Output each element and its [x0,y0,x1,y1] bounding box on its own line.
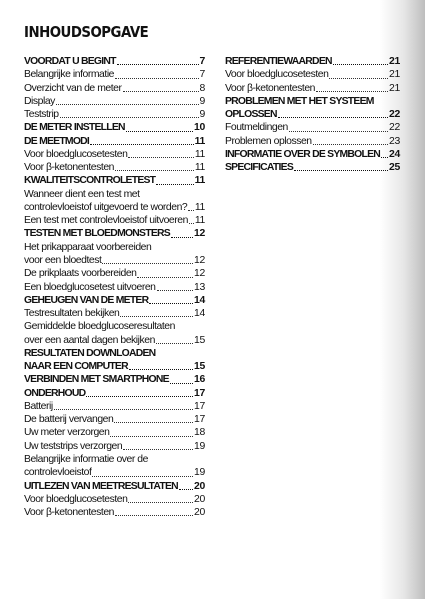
toc-entry[interactable] [225,148,400,161]
toc-column-left [24,55,205,519]
toc-entry-row [225,108,400,121]
toc-page-number: 17 [194,387,205,399]
toc-entry[interactable] [24,426,205,439]
toc-entry[interactable] [24,135,205,148]
toc-entry-row [24,281,205,294]
toc-entry-row [24,121,205,134]
dot-leader [54,409,193,410]
toc-entry-title: Foutmeldingen [225,122,288,134]
toc-page-number: 12 [194,228,205,240]
toc-entry[interactable] [225,82,400,95]
toc-entry[interactable] [225,135,400,148]
toc-column-right [225,55,400,174]
dot-leader [294,170,388,171]
dot-leader [278,117,388,118]
toc-entry[interactable] [24,188,205,215]
toc-page-number: 20 [194,493,205,505]
toc-page-number: 21 [389,82,400,94]
dot-leader [137,277,193,278]
toc-entry-title: Voor bloedglucosetesten [24,148,128,160]
dot-leader [56,104,199,105]
toc-entry-title: NAAR EEN COMPUTER [24,361,128,373]
dot-leader [333,64,388,65]
toc-entry-title: De prikplaats voorbereiden [24,268,137,280]
toc-entry-row [24,307,205,320]
toc-entry-row [225,148,400,161]
toc-entry-row [24,108,205,121]
toc-page-number: 24 [389,148,400,160]
toc-entry-row [24,426,205,439]
toc-entry-title: De batterij vervangen [24,414,114,426]
dot-leader [90,144,194,145]
dot-leader [114,422,193,423]
dot-leader [123,91,199,92]
toc-entry-row [24,214,205,227]
toc-entry-row [24,201,205,214]
toc-page-number: 11 [194,162,205,174]
dot-leader [92,476,193,477]
toc-entry-title: Testresultaten bekijken [24,308,120,320]
toc-entry-title: DE MEETMODI [24,135,90,147]
toc-entry-title: Voor β-ketonentesten [225,82,315,94]
toc-entry-title: controlevloeistof uitgevoerd te worden? [24,201,188,213]
toc-entry-title: Een test met controlevloeistof uitvoeren [24,215,188,227]
toc-entry[interactable] [24,453,205,480]
dot-leader [60,117,199,118]
dot-leader [123,449,193,450]
toc-entry-title: TESTEN MET BLOEDMONSTERS [24,228,170,240]
toc-entry-title: Voor bloedglucosetesten [225,69,329,81]
toc-entry-title: Voor bloedglucosetesten [24,493,128,505]
toc-entry[interactable] [24,281,205,294]
toc-entry-row [24,82,205,95]
dot-leader [120,316,193,317]
toc-page-number: 20 [194,507,205,519]
toc-page-number: 16 [194,374,205,386]
dot-leader [129,369,193,370]
toc-entry-row [225,68,400,81]
toc-entry-title: OPLOSSEN [225,109,277,121]
toc-entry-row [24,413,205,426]
toc-entry-title: ONDERHOUD [24,387,86,399]
toc-entry[interactable] [24,294,205,307]
dot-leader [179,489,193,490]
toc-entry-title: Overzicht van de meter [24,82,122,94]
toc-entry[interactable] [225,161,400,174]
toc-entry-row [24,174,205,187]
toc-entry-row [24,334,205,347]
toc-entry-row [24,95,205,108]
toc-page-number: 8 [199,82,205,94]
toc-entry-text-line: Wanneer dient een test met [24,188,140,200]
page-title: INHOUDSOPGAVE [24,23,149,41]
dot-leader [128,157,193,158]
toc-page-number: 12 [194,254,205,266]
toc-entry-row [24,480,205,493]
toc-entry-title: Problemen oplossen [225,135,312,147]
toc-page-number: 22 [389,122,400,134]
toc-entry-row [24,360,205,373]
dot-leader [289,131,388,132]
toc-entry-title: UITLEZEN VAN MEETRESULTATEN [24,480,178,492]
dot-leader [189,223,194,224]
toc-page-number: 17 [194,400,205,412]
dot-leader [115,515,193,516]
toc-entry[interactable] [24,493,205,506]
toc-entry-title: Display [24,95,55,107]
toc-entry-title: REFERENTIEWAARDEN [225,56,332,67]
dot-leader [329,78,388,79]
toc-entry[interactable] [225,121,400,134]
toc-entry-title: VOORDAT U BEGINT [24,56,116,67]
dot-leader [381,157,388,158]
toc-entry-row [24,440,205,453]
toc-entry-title: Belangrijke informatie [24,69,115,81]
dot-leader [110,436,193,437]
toc-page-number: 11 [194,201,205,213]
dot-leader [156,184,193,185]
toc-entry-title: Voor β-ketonentesten [24,162,114,174]
toc-entry[interactable] [24,267,205,280]
toc-entry[interactable] [24,241,205,268]
dot-leader [170,383,193,384]
toc-page-number: 20 [194,480,205,492]
dot-leader [316,91,388,92]
toc-page-number: 10 [194,122,205,134]
toc-entry-row [225,135,400,148]
toc-entry-row [24,267,205,280]
toc-entry-title: controlevloeistof [24,467,92,479]
toc-entry-row [24,373,205,386]
toc-entry[interactable] [225,95,400,122]
toc-entry-title: over een aantal dagen bekijken [24,334,155,346]
toc-entry[interactable] [24,82,205,95]
toc-entry-row [24,387,205,400]
toc-entry[interactable] [24,440,205,453]
toc-entry-title: Uw teststrips verzorgen [24,440,123,452]
toc-entry-title: DE METER INSTELLEN [24,122,125,134]
toc-entry-row [24,135,205,148]
toc-page-number: 19 [194,440,205,452]
toc-entry[interactable] [225,68,400,81]
toc-entry-title: INFORMATIE OVER DE SYMBOLEN [225,148,381,160]
toc-page-number: 11 [194,135,205,147]
toc-page-number: 7 [199,69,205,81]
dot-leader [128,502,193,503]
toc-entry-row [225,121,400,134]
dot-leader [86,396,193,397]
toc-entry-row [24,466,205,479]
toc-entry-text-line: Belangrijke informatie over de [24,453,148,465]
toc-entry-title: Batterij [24,400,53,412]
dot-leader [313,144,388,145]
toc-entry[interactable] [24,480,205,493]
toc-page-number: 23 [389,135,400,147]
dot-leader [156,343,193,344]
toc-entry[interactable] [24,307,205,320]
toc-entry-title: GEHEUGEN VAN DE METER [24,294,149,306]
toc-entry[interactable] [24,373,205,386]
dot-leader [126,131,193,132]
toc-entry-title: SPECIFICATIES [225,162,293,174]
toc-entry-row [24,55,205,68]
dot-leader [157,290,194,291]
toc-entry[interactable] [24,400,205,413]
toc-entry[interactable] [24,214,205,227]
toc-entry[interactable] [24,347,205,374]
toc-entry[interactable] [24,68,205,81]
toc-entry-title: Een bloedglucosetest uitvoeren [24,281,156,293]
toc-page-number: 19 [194,467,205,479]
toc-entry-title: Uw meter verzorgen [24,427,110,439]
toc-page-number: 11 [194,148,205,160]
toc-page-number: 13 [194,281,205,293]
toc-entry[interactable] [24,148,205,161]
toc-entry-row [24,227,205,240]
toc-entry-title: VERBINDEN MET SMARTPHONE [24,374,169,386]
toc-page-number: 7 [199,56,205,67]
toc-entry-row [24,148,205,161]
toc-page-number: 14 [194,308,205,320]
toc-entry[interactable] [225,55,400,68]
toc-page-number: 11 [194,215,205,227]
toc-page-number: 15 [194,361,205,373]
dot-leader [115,78,199,79]
toc-entry[interactable] [24,121,205,134]
toc-page-number: 25 [389,162,400,174]
toc-entry-row [24,493,205,506]
toc-page-number: 9 [199,109,205,121]
toc-entry-title: Teststrip [24,109,59,121]
toc-page-number: 22 [389,109,400,121]
toc-page-number: 12 [194,268,205,280]
toc-entry-row [24,506,205,519]
toc-page-number: 15 [194,334,205,346]
toc-entry[interactable] [24,387,205,400]
dot-leader [102,263,193,264]
toc-entry[interactable] [24,413,205,426]
toc-entry-row [24,161,205,174]
toc-entry-title: voor een bloedtest [24,254,102,266]
toc-entry-row [225,161,400,174]
toc-entry-row [24,400,205,413]
toc-entry[interactable] [24,108,205,121]
dot-leader [188,210,194,211]
toc-entry-row [24,68,205,81]
dot-leader [171,237,193,238]
dot-leader [117,64,199,65]
toc-page-number: 17 [194,414,205,426]
toc-entry-text-line: Het prikapparaat voorbereiden [24,241,152,253]
dot-leader [149,303,193,304]
dot-leader [115,170,194,171]
toc-entry[interactable] [24,55,205,68]
toc-entry-row [225,82,400,95]
toc-entry-text-line: RESULTATEN DOWNLOADEN [24,347,156,359]
toc-entry[interactable] [24,320,205,347]
toc-entry[interactable] [24,161,205,174]
toc-page-number: 14 [194,294,205,306]
toc-entry[interactable] [24,95,205,108]
toc-page-number: 18 [194,427,205,439]
toc-entry-row [225,55,400,68]
toc-entry-row [24,294,205,307]
toc-entry-text-line: PROBLEMEN MET HET SYSTEEM [225,95,374,107]
toc-page-number: 21 [389,69,400,81]
toc-page-number: 11 [194,175,205,187]
toc-entry-row [24,254,205,267]
toc-entry-title: Voor β-ketonentesten [24,507,114,519]
toc-entry-text-line: Gemiddelde bloedglucoseresultaten [24,321,175,333]
toc-entry[interactable] [24,174,205,187]
toc-entry[interactable] [24,227,205,240]
toc-page-number: 21 [389,56,400,67]
toc-entry-title: KWALITEITSCONTROLETEST [24,175,156,187]
toc-page-number: 9 [199,95,205,107]
toc-entry[interactable] [24,506,205,519]
